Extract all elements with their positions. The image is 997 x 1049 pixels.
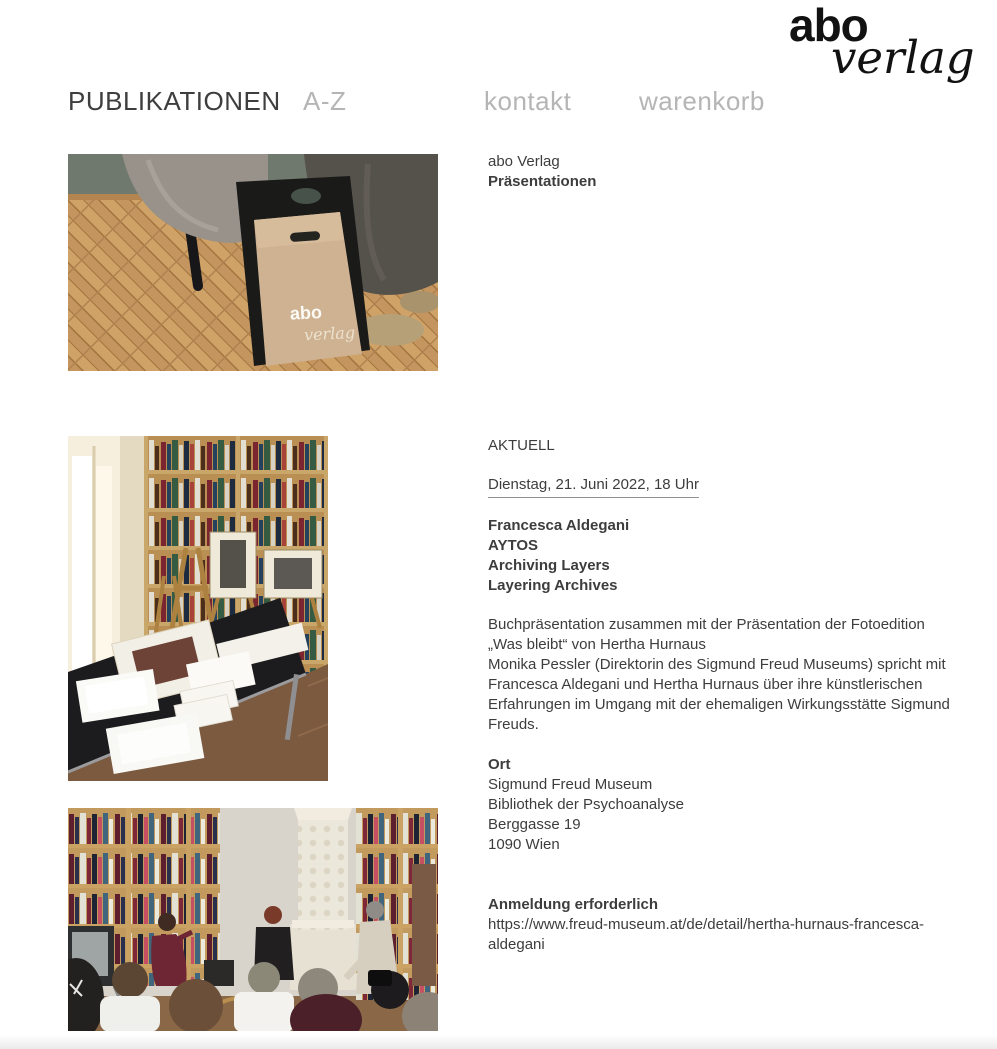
event-description-paragraph-1: Buchpräsentation zusammen mit der Präsentation der Fotoedition „Was bleibt“ von Hertha Hurnaus bbox=[488, 616, 925, 653]
artwork-on-easel bbox=[412, 864, 436, 986]
bag-logo-abo: abo bbox=[289, 302, 323, 324]
location-city: 1090 Wien bbox=[488, 836, 560, 853]
event-title-author: Francesca Aldegani bbox=[488, 517, 630, 534]
event-title-book: AYTOS bbox=[488, 537, 539, 554]
footer-bar bbox=[0, 1035, 997, 1049]
breadcrumb-publisher[interactable]: abo Verlag bbox=[488, 153, 560, 170]
tiled-stove bbox=[290, 808, 356, 990]
photo-library-illustration bbox=[68, 436, 328, 781]
event-title-subtitle-2: Layering Archives bbox=[488, 577, 618, 594]
nav-item-a-z[interactable]: A-Z bbox=[303, 86, 347, 116]
event-description bbox=[488, 615, 950, 735]
location-label: Ort bbox=[488, 756, 511, 773]
bag-logo-verlag: verlag bbox=[303, 322, 356, 345]
event-date-text[interactable]: Dienstag, 21. Juni 2022, 18 Uhr bbox=[488, 475, 699, 498]
location-venue: Sigmund Freud Museum bbox=[488, 776, 653, 793]
event-description-paragraph-2: Monika Pessler (Direktorin des Sigmund Freud Museums) spricht mit Francesca Aldegani und Hertha Hurnaus über ihre künstlerischen Erfahrungen im Umgang mit der ehemaligen Wirkungsstätte Sigmund Freuds. bbox=[488, 656, 950, 733]
logo-text-verlag: verlag bbox=[831, 31, 975, 84]
registration-label: Anmeldung erforderlich bbox=[488, 896, 659, 913]
photo-presentation-audience bbox=[68, 808, 438, 1031]
event-title-subtitle-1: Archiving Layers bbox=[488, 557, 610, 574]
event-title bbox=[488, 516, 950, 596]
location-address bbox=[488, 775, 950, 855]
photo-tote-bag-on-parquet bbox=[68, 154, 438, 371]
photo-library-exhibition-table bbox=[68, 436, 328, 781]
breadcrumb-section: Präsentationen bbox=[488, 173, 597, 190]
abo-verlag-logo[interactable] bbox=[787, 0, 975, 84]
photo-presentation-illustration bbox=[68, 808, 438, 1031]
breadcrumb bbox=[488, 152, 950, 192]
registration-url-link[interactable]: https://www.freud-museum.at/de/detail/hertha-hurnaus-francesca-aldegani bbox=[488, 916, 925, 953]
photo-tote-bag-illustration bbox=[68, 154, 438, 371]
nav-item-warenkorb[interactable]: warenkorb bbox=[639, 86, 765, 116]
location-street: Berggasse 19 bbox=[488, 816, 581, 833]
location-room: Bibliothek der Psychoanalyse bbox=[488, 796, 684, 813]
aktuell-label: AKTUELL bbox=[488, 437, 555, 454]
nav-item-publikationen[interactable]: PUBLIKATIONEN bbox=[68, 86, 281, 116]
event-date-link[interactable] bbox=[488, 475, 950, 498]
nav-item-kontakt[interactable]: kontakt bbox=[484, 86, 572, 116]
logo-text-abo: abo bbox=[789, 0, 868, 51]
